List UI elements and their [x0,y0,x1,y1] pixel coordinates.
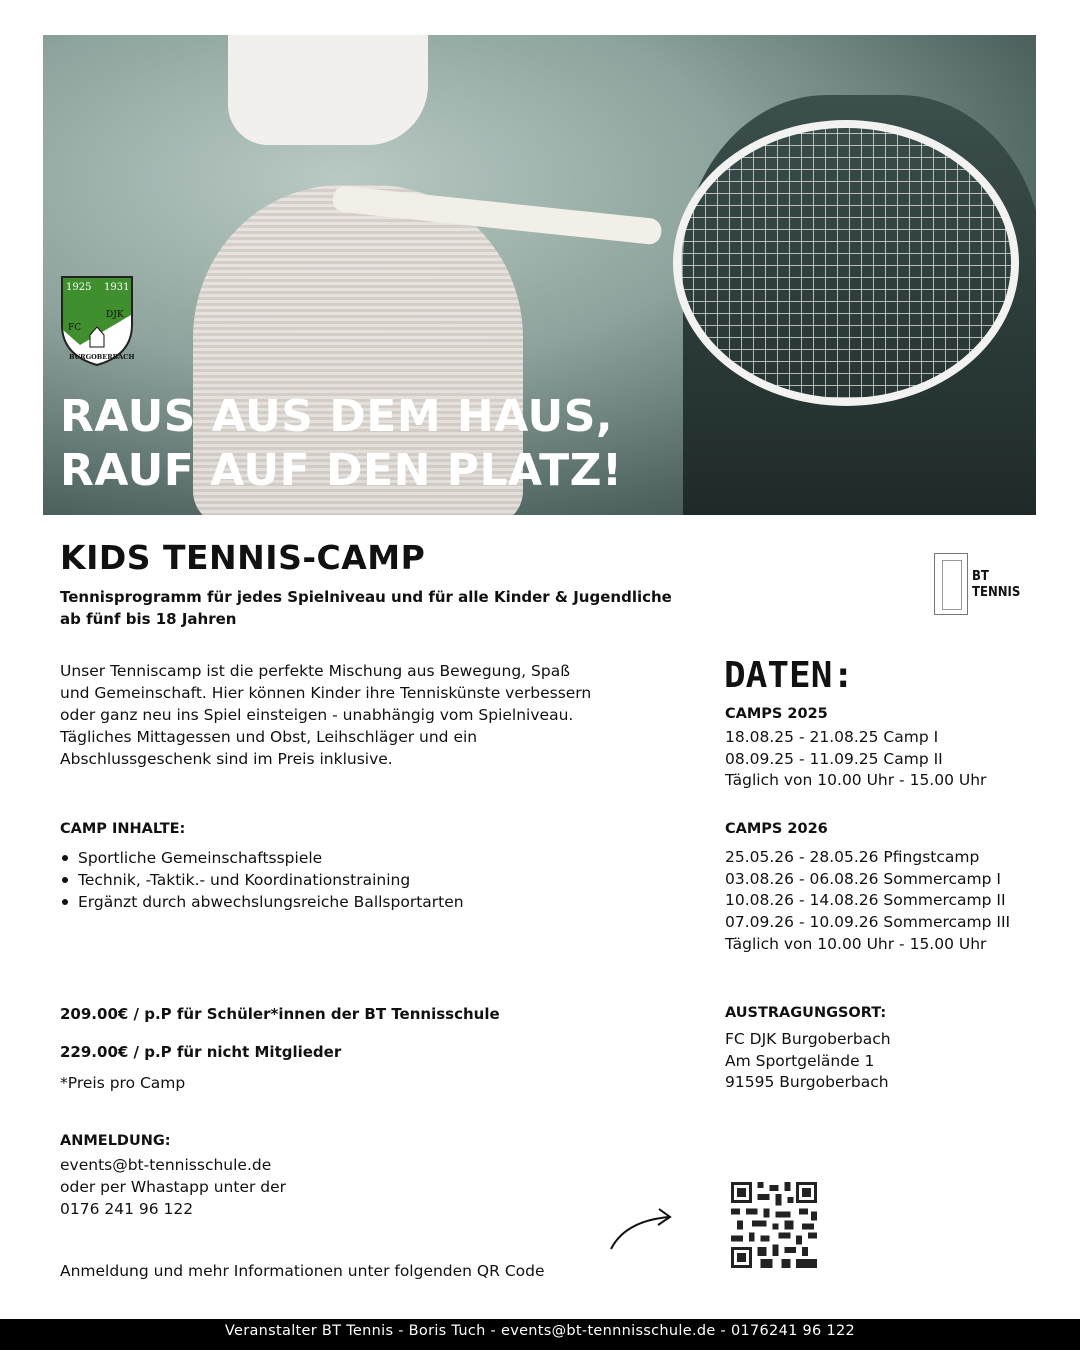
date-row: 25.05.26 - 28.05.26 Pfingstcamp [725,848,980,866]
date-row: Täglich von 10.00 Uhr - 15.00 Uhr [725,934,987,953]
arrow-icon [607,1207,675,1253]
club-badge-logo [60,275,134,367]
contact-phone[interactable]: 0176 241 96 122 [60,1200,194,1218]
camps-2025-list [725,727,986,792]
intro-line: Abschlussgeschenk sind im Preis inklusive. [60,750,393,768]
intro-line: oder ganz neu ins Spiel einsteigen - unabhängig vom Spielniveau. [60,706,574,724]
date-row: 10.08.26 - 14.08.26 Sommercamp II [725,891,1006,910]
camps-2026-heading: CAMPS 2026 [725,821,828,837]
qr-note: Anmeldung und mehr Informationen unter folgenden QR Code [60,1262,545,1280]
badge-year-left: 1925 [66,282,92,293]
contact-email[interactable]: events@bt-tennisschule.de [60,1156,272,1174]
intro-line: und Gemeinschaft. Hier können Kinder ihre Tenniskünste verbessern [60,684,592,702]
intro-paragraph [60,660,650,770]
tennis-court-icon [934,553,968,615]
date-row: 07.09.26 - 10.09.26 Sommercamp III [725,913,1011,932]
tennis-racket [673,120,1019,406]
bt-tennis-logo [934,553,1024,615]
cap-shape [228,35,428,145]
list-item: Technik, -Taktik.- und Koordinationstraining [60,869,464,891]
subtitle-line2: ab fünf bis 18 Jahren [60,610,237,628]
date-row: 18.08.25 - 21.08.25 Camp I [725,728,939,746]
badge-letters-right: DJK [106,310,124,320]
address-line: FC DJK Burgoberbach [725,1030,891,1048]
camps-2025-heading: CAMPS 2025 [725,706,828,722]
badge-year-right: 1931 [104,282,130,293]
camp-inhalte-heading: CAMP INHALTE: [60,821,186,837]
price-note: *Preis pro Camp [60,1074,186,1092]
list-item: Ergänzt durch abwechslungsreiche Ballsportarten [60,891,464,913]
camp-title: KIDS TENNIS-CAMP [60,538,426,577]
anmeldung-heading: ANMELDUNG: [60,1133,171,1149]
austragungsort-heading: AUSTRAGUNGSORT: [725,1005,887,1021]
price-non-members: 229.00€ / p.P für nicht Mitglieder [60,1043,342,1061]
austragungsort-address [725,1029,891,1094]
address-line: Am Sportgelände 1 [725,1051,875,1070]
date-row: 03.08.26 - 06.08.26 Sommercamp I [725,869,1001,888]
daten-heading: DATEN: [724,655,855,696]
logo-text-bt: BT [972,569,989,584]
footer-bar: Veranstalter BT Tennis - Boris Tuch - events@bt-tennnisschule.de - 0176241 96 122 [0,1319,1080,1350]
hero-title [60,390,623,498]
address-line: 91595 Burgoberbach [725,1073,889,1092]
qr-code-icon[interactable] [731,1182,817,1268]
anmeldung-contact [60,1154,286,1220]
list-item: Sportliche Gemeinschaftsspiele [60,847,464,869]
camp-inhalte-list [60,847,464,913]
date-row: 08.09.25 - 11.09.25 Camp II [725,749,943,768]
price-members: 209.00€ / p.P für Schüler*innen der BT Tennisschule [60,1005,500,1023]
hero-title-line1: RAUS AUS DEM HAUS, [60,391,614,442]
date-row: Täglich von 10.00 Uhr - 15.00 Uhr [725,771,987,790]
camp-subtitle [60,586,700,630]
camps-2026-list [725,847,1010,956]
contact-whatsapp-text: oder per Whastapp unter der [60,1178,287,1196]
subtitle-line1: Tennisprogramm für jedes Spielniveau und für alle Kinder & Jugendliche [60,588,672,606]
badge-letters-left: FC [68,323,82,333]
intro-line: Unser Tenniscamp ist die perfekte Mischung aus Bewegung, Spaß [60,662,570,680]
badge-club-name: BURGOBERBACH [69,353,134,361]
hero-title-line2: RAUF AUF DEN PLATZ! [60,445,623,496]
intro-line: Tägliches Mittagessen und Obst, Leihschläger und ein [60,728,478,746]
logo-text-tennis: TENNIS [972,585,1021,600]
